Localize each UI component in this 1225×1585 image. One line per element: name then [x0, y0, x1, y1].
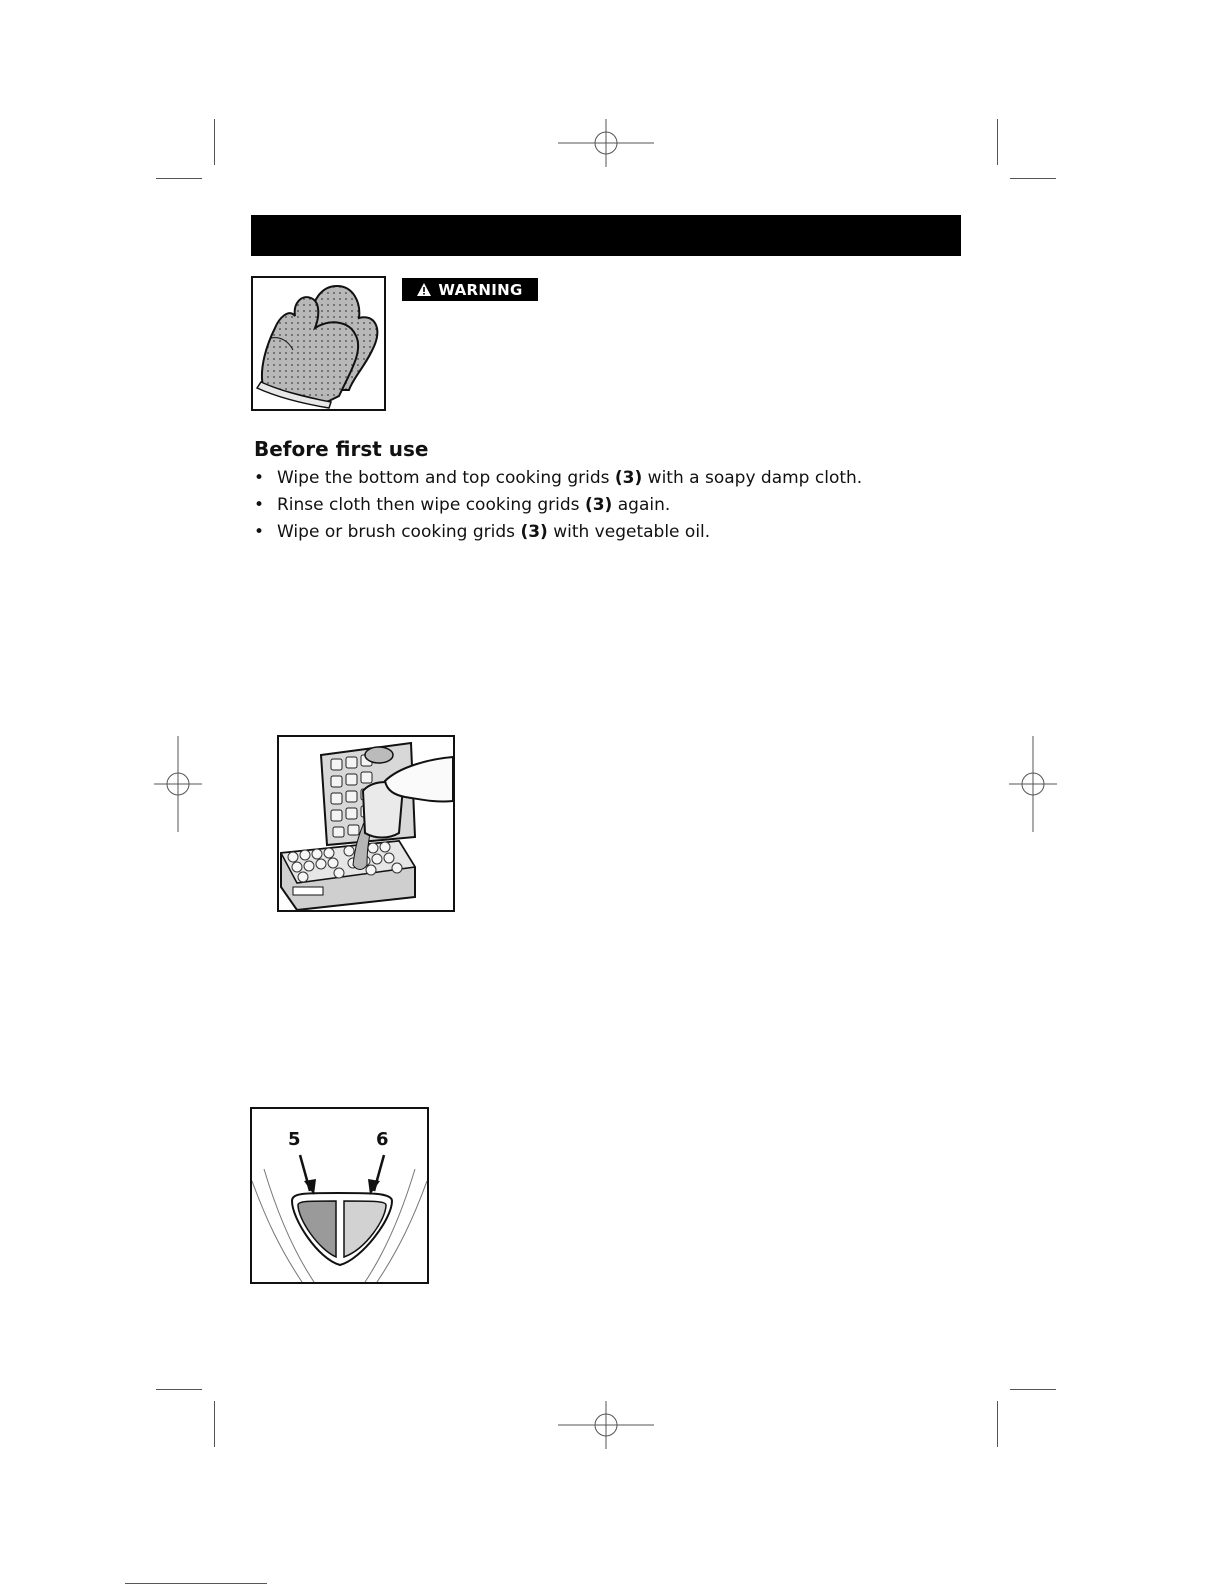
crop-mark	[1010, 1389, 1056, 1390]
crop-mark	[214, 1401, 215, 1447]
registration-mark	[558, 1401, 654, 1449]
crop-mark	[1010, 178, 1056, 179]
crop-mark	[156, 1389, 202, 1390]
callout-6: 6	[376, 1129, 389, 1150]
list-item: • Rinse cloth then wipe cooking grids (3) again.	[254, 495, 671, 515]
warning-triangle-icon	[417, 283, 431, 296]
oven-mitts-icon	[253, 278, 384, 409]
indicator-lights-icon	[252, 1109, 427, 1282]
crop-mark	[997, 119, 998, 165]
warning-badge	[402, 278, 538, 301]
crop-mark	[156, 178, 202, 179]
pouring-batter-figure	[277, 735, 455, 912]
registration-mark	[154, 736, 202, 832]
registration-mark	[558, 119, 654, 167]
section-header-bar	[251, 215, 961, 256]
list-item: • Wipe or brush cooking grids (3) with vegetable oil.	[254, 522, 711, 542]
registration-mark	[1009, 736, 1057, 832]
callout-5: 5	[288, 1129, 301, 1150]
crop-mark	[214, 119, 215, 165]
footer-link-underline	[125, 1583, 267, 1584]
steps-list	[254, 466, 862, 547]
crop-mark	[997, 1401, 998, 1447]
warning-label: WARNING	[438, 280, 523, 299]
section-title: Before first use	[254, 437, 429, 461]
list-item: • Wipe the bottom and top cooking grids (3) with a soapy damp cloth.	[254, 468, 863, 488]
oven-mitts-figure	[251, 276, 386, 411]
pouring-batter-icon	[279, 737, 453, 910]
indicator-lights-figure	[250, 1107, 429, 1284]
